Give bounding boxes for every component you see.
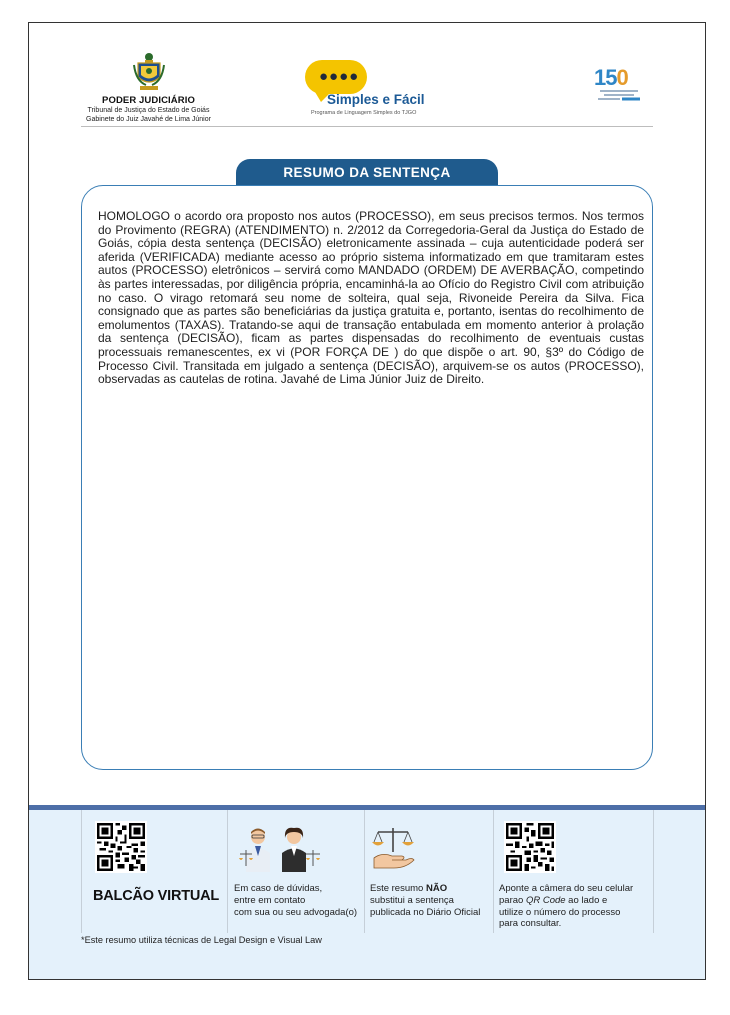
document-header [29,23,705,133]
anniversary-caption-graphic [594,89,644,101]
sentence-summary-text: HOMOLOGO o acordo ora proposto nos autos (PROCESSO), em seus precisos termos. Nos termos do Provimento (REGRA) (ATENDIMENTO) n. 2/2012 da Corregedoria-Geral da Justiça do Estado de Goiás, cópia desta sentença (DECISÃO) eletronicamente assinada – cuja autenticidade poderá ser aferida (VERIFICADA) mediante acesso ao próprio sistema informatizado em que tramitaram estes autos (PROCESSO) eletrônicos – servirá como MANDADO (ORDEM) DE AVERBAÇÃO, competindo às partes interessadas, por diligência própria, encaminhá-la ao Ofício do Registro Civil com atribuição no caso. O virago retomará seu nome de solteira, qual seja, Rivoneide Pereira da Silva. Fica consignado que as partes são beneficiárias da justiça gratuita e, portanto, isentas do recolhimento de emolumentos (TAXAS). Tratando-se aqui de transação entabulada em momento anterior à prolação da sentença (DECISÃO), ficam as partes dispensadas do recolhimento de eventuais custas processuais remanescentes, ex vi (POR FORÇA DE ) do que dispõe o art. 90, §3º do Código de Processo Civil. Transitada em julgado a sentença (DECISÃO), arquivem-se os autos (PROCESSO), observadas as cautelas de rotina. Javahé de Lima Júnior Juiz de Direito. [98,209,644,387]
scale-of-justice-icon [370,824,416,870]
notice-text: Este resumo NÃO substitui a sentença publicada no Diário Oficial [370,883,481,918]
simples-facil-logo [297,60,467,116]
judiciary-logo-block [81,51,216,124]
anniversary-logo [594,67,644,111]
lawyers-icon [236,826,322,872]
program-subtitle: Programa de Linguagem Simples do TJGO [311,110,417,116]
speech-bubble-icon: ●●●● [305,60,367,94]
qr-instructions-text: Aponte a câmera do seu celular parao QR Code ao lado e utilize o número do processo para consultar. [499,883,634,930]
anniversary-number: 150 [594,65,628,90]
summary-tab-title: RESUMO DA SENTENÇA [236,159,498,187]
document-footer [29,805,705,980]
help-text: Em caso de dúvidas, entre em contato com sua ou seu advogada(o) [234,883,358,918]
summary-box [81,185,653,770]
coat-of-arms-icon [132,51,166,93]
program-title: Simples e Fácil [327,92,425,107]
header-divider [81,126,653,127]
court-name: Tribunal de Justiça do Estado de Goiás [87,107,210,114]
footnote: *Este resumo utiliza técnicas de Legal Design e Visual Law [81,935,322,945]
balcao-virtual-label: BALCÃO VIRTUAL [93,888,220,904]
qr-instructions-cell [494,810,654,933]
qr-code-icon[interactable] [504,821,556,873]
help-cell [228,810,365,933]
qr-code-icon[interactable] [95,821,147,873]
balcao-virtual-cell [81,810,228,933]
notice-cell [365,810,494,933]
judiciary-title: PODER JUDICIÁRIO [102,95,195,106]
judge-office: Gabinete do Juiz Javahé de Lima Júnior [86,116,211,123]
document-page [28,22,706,980]
